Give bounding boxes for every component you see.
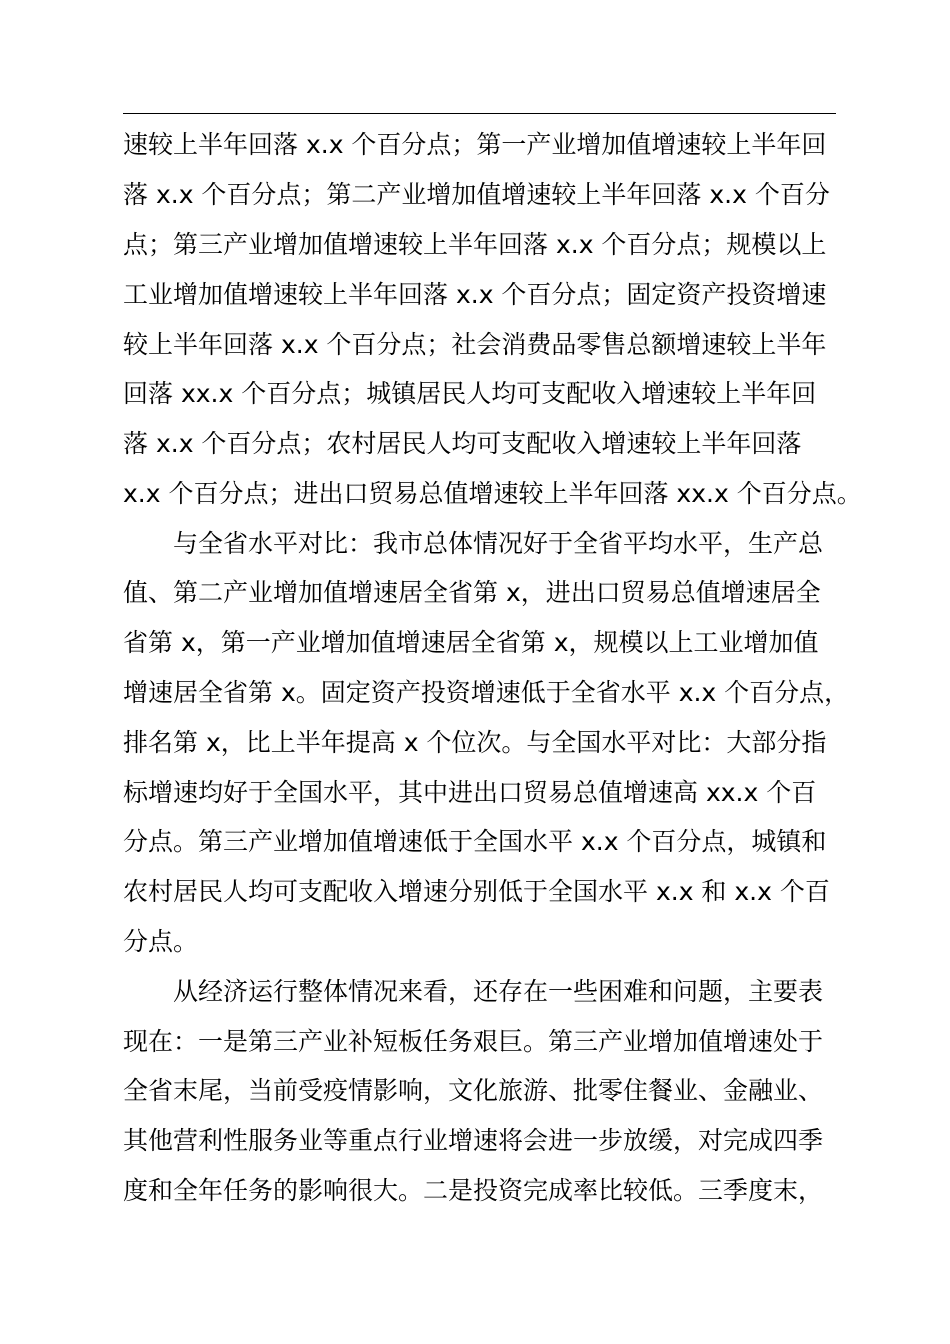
- paragraph-first-line: 与全省水平对比：我市总体情况好于全省平均水平，生产总: [173, 529, 824, 558]
- text-line: 标增速均好于全国水平，其中进出口贸易总值增速高 xx.x 个百: [123, 778, 817, 807]
- text-line: 全省末尾，当前受疫情影响，文化旅游、批零住餐业、金融业、: [123, 1076, 824, 1105]
- text-line: 值、第二产业增加值增速居全省第 x，进出口贸易总值增速居全: [123, 578, 821, 607]
- text-line: 农村居民人均可支配收入增速分别低于全国水平 x.x 和 x.x 个百: [123, 877, 830, 906]
- text-line: 回落 xx.x 个百分点；城镇居民人均可支配收入增速较上半年回: [123, 379, 817, 408]
- text-line: 省第 x，第一产业增加值增速居全省第 x，规模以上工业增加值: [123, 628, 819, 657]
- text-line: 其他营利性服务业等重点行业增速将会进一步放缓，对完成四季: [123, 1126, 824, 1155]
- paragraph-first-line: 从经济运行整体情况来看，还存在一些困难和问题，主要表: [173, 977, 824, 1006]
- header-rule: [123, 113, 836, 114]
- text-line: 较上半年回落 x.x 个百分点；社会消费品零售总额增速较上半年: [123, 330, 827, 359]
- text-line: 度和全年任务的影响很大。二是投资完成率比较低。三季度末，: [123, 1176, 824, 1205]
- text-line: 点；第三产业增加值增速较上半年回落 x.x 个百分点；规模以上: [123, 230, 827, 259]
- text-line: 排名第 x，比上半年提高 x 个位次。与全国水平对比：大部分指: [123, 728, 827, 757]
- text-line: x.x 个百分点；进出口贸易总值增速较上半年回落 xx.x 个百分点。: [123, 479, 862, 508]
- text-line: 分点。第三产业增加值增速低于全国水平 x.x 个百分点，城镇和: [123, 827, 827, 856]
- text-line: 分点。: [123, 927, 199, 956]
- text-line: 现在：一是第三产业补短板任务艰巨。第三产业增加值增速处于: [123, 1027, 824, 1056]
- text-line: 增速居全省第 x。固定资产投资增速低于全省水平 x.x 个百分点，: [123, 678, 850, 707]
- text-line: 工业增加值增速较上半年回落 x.x 个百分点；固定资产投资增速: [123, 280, 827, 309]
- text-line: 落 x.x 个百分点；农村居民人均可支配收入增速较上半年回落: [123, 429, 802, 458]
- text-line: 落 x.x 个百分点；第二产业增加值增速较上半年回落 x.x 个百分: [123, 180, 830, 209]
- text-line: 速较上半年回落 x.x 个百分点；第一产业增加值增速较上半年回: [123, 130, 827, 159]
